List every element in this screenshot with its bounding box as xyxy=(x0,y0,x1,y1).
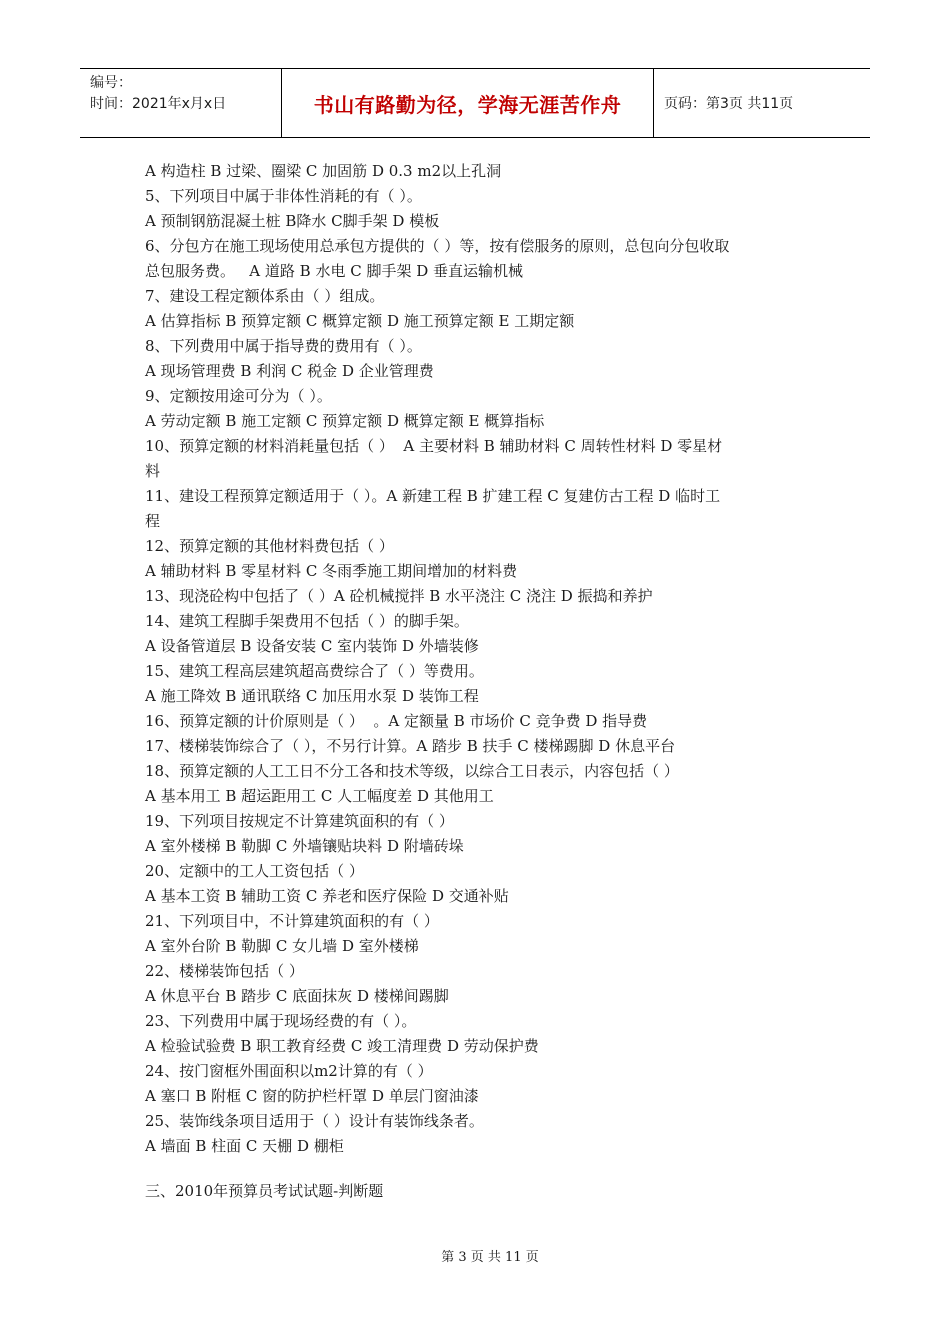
text-line: 7、建设工程定额体系由（ ）组成。 xyxy=(145,287,385,305)
text-line: 18、预算定额的人工工日不分工各和技术等级，以综合工日表示，内容包括（ ） xyxy=(145,762,679,780)
header-page-info: 页码：第3页 共11页 xyxy=(664,96,794,112)
text-line: 14、建筑工程脚手架费用不包括（ ）的脚手架。 xyxy=(145,612,469,630)
text-line: A 基本工资 B 辅助工资 C 养老和医疗保险 D 交通补贴 xyxy=(145,887,509,905)
text-line: 24、按门窗框外围面积以m2计算的有（ ） xyxy=(145,1062,433,1080)
text-line: 25、装饰线条项目适用于（ ）设计有装饰线条者。 xyxy=(145,1112,484,1130)
text-line: A 劳动定额 B 施工定额 C 预算定额 D 概算定额 E 概算指标 xyxy=(145,412,545,430)
text-line: 5、下列项目中属于非体性消耗的有（ ）。 xyxy=(145,187,422,205)
text-line: A 预制钢筋混凝土桩 B降水 C脚手架 D 模板 xyxy=(145,212,440,230)
text-line: 21、下列项目中，不计算建筑面积的有（ ） xyxy=(145,912,439,930)
text-line: 10、预算定额的材料消耗量包括（ ） A 主要材料 B 辅助材料 C 周转性材料 D 零星材 xyxy=(145,437,723,455)
text-line: 13、现浇砼构中包括了（ ）A 砼机械搅拌 B 水平浇注 C 浇注 D 振捣和养护 xyxy=(145,587,653,605)
page-header xyxy=(80,68,870,138)
text-line: 23、下列费用中属于现场经费的有（ ）。 xyxy=(145,1012,417,1030)
text-line: 9、定额按用途可分为（ ）。 xyxy=(145,387,332,405)
text-line: 8、下列费用中属于指导费的费用有（ ）。 xyxy=(145,337,422,355)
text-line: 22、楼梯装饰包括（ ） xyxy=(145,962,304,980)
text-line: A 现场管理费 B 利润 C 税金 D 企业管理费 xyxy=(145,362,434,380)
text-line: A 室外台阶 B 勒脚 C 女儿墙 D 室外楼梯 xyxy=(145,937,419,955)
text-line: A 检验试验费 B 职工教育经费 C 竣工清理费 D 劳动保护费 xyxy=(145,1037,539,1055)
text-line: 12、预算定额的其他材料费包括（ ） xyxy=(145,537,394,555)
text-line: A 施工降效 B 通讯联络 C 加压用水泵 D 装饰工程 xyxy=(145,687,479,705)
footer-page-number: 第 3 页 共 11 页 xyxy=(441,1250,539,1265)
text-line: 料 xyxy=(145,462,161,480)
document-body xyxy=(145,159,810,1159)
text-line: A 设备管道层 B 设备安装 C 室内装饰 D 外墙装修 xyxy=(145,637,479,655)
text-line: A 辅助材料 B 零星材料 C 冬雨季施工期间增加的材料费 xyxy=(145,562,518,580)
header-motto: 书山有路勤为径，学海无涯苦作舟 xyxy=(282,69,654,137)
text-line: 程 xyxy=(145,512,161,530)
text-line: 15、建筑工程高层建筑超高费综合了（ ）等费用。 xyxy=(145,662,484,680)
header-meta xyxy=(80,69,282,137)
text-line: A 基本用工 B 超运距用工 C 人工幅度差 D 其他用工 xyxy=(145,787,494,805)
text-line: A 室外楼梯 B 勒脚 C 外墙镶贴块料 D 附墙砖垛 xyxy=(145,837,464,855)
text-line: 19、下列项目按规定不计算建筑面积的有（ ） xyxy=(145,812,454,830)
text-line: A 墙面 B 柱面 C 天棚 D 棚柜 xyxy=(145,1137,344,1155)
text-line: 20、定额中的工人工资包括（ ） xyxy=(145,862,364,880)
text-line: A 构造柱 B 过梁、圈梁 C 加固筋 D 0.3 m2以上孔洞 xyxy=(145,162,502,180)
page-footer xyxy=(0,1246,950,1265)
text-line: A 休息平台 B 踏步 C 底面抹灰 D 楼梯间踢脚 xyxy=(145,987,449,1005)
text-line: 16、预算定额的计价原则是（ ） 。A 定额量 B 市场价 C 竞争费 D 指导费 xyxy=(145,712,648,730)
text-line: 6、分包方在施工现场使用总承包方提供的（ ）等，按有偿服务的原则，总包向分包收取 xyxy=(145,237,730,255)
text-line: 17、楼梯装饰综合了（ ），不另行计算。A 踏步 B 扶手 C 楼梯踢脚 D 休息平台 xyxy=(145,737,676,755)
time-label: 时间：2021年x月x日 xyxy=(90,96,227,112)
number-label: 编号： xyxy=(90,75,132,91)
text-line: A 塞口 B 附框 C 窗的防护栏杆罩 D 单层门窗油漆 xyxy=(145,1087,479,1105)
text-line: A 估算指标 B 预算定额 C 概算定额 D 施工预算定额 E 工期定额 xyxy=(145,312,575,330)
section-title: 三、2010年预算员考试试题-判断题 xyxy=(145,1182,384,1200)
text-line: 11、建设工程预算定额适用于（ ）。A 新建工程 B 扩建工程 C 复建仿古工程 D 临时工 xyxy=(145,487,721,505)
text-line: 总包服务费。 A 道路 B 水电 C 脚手架 D 垂直运输机械 xyxy=(145,262,524,280)
